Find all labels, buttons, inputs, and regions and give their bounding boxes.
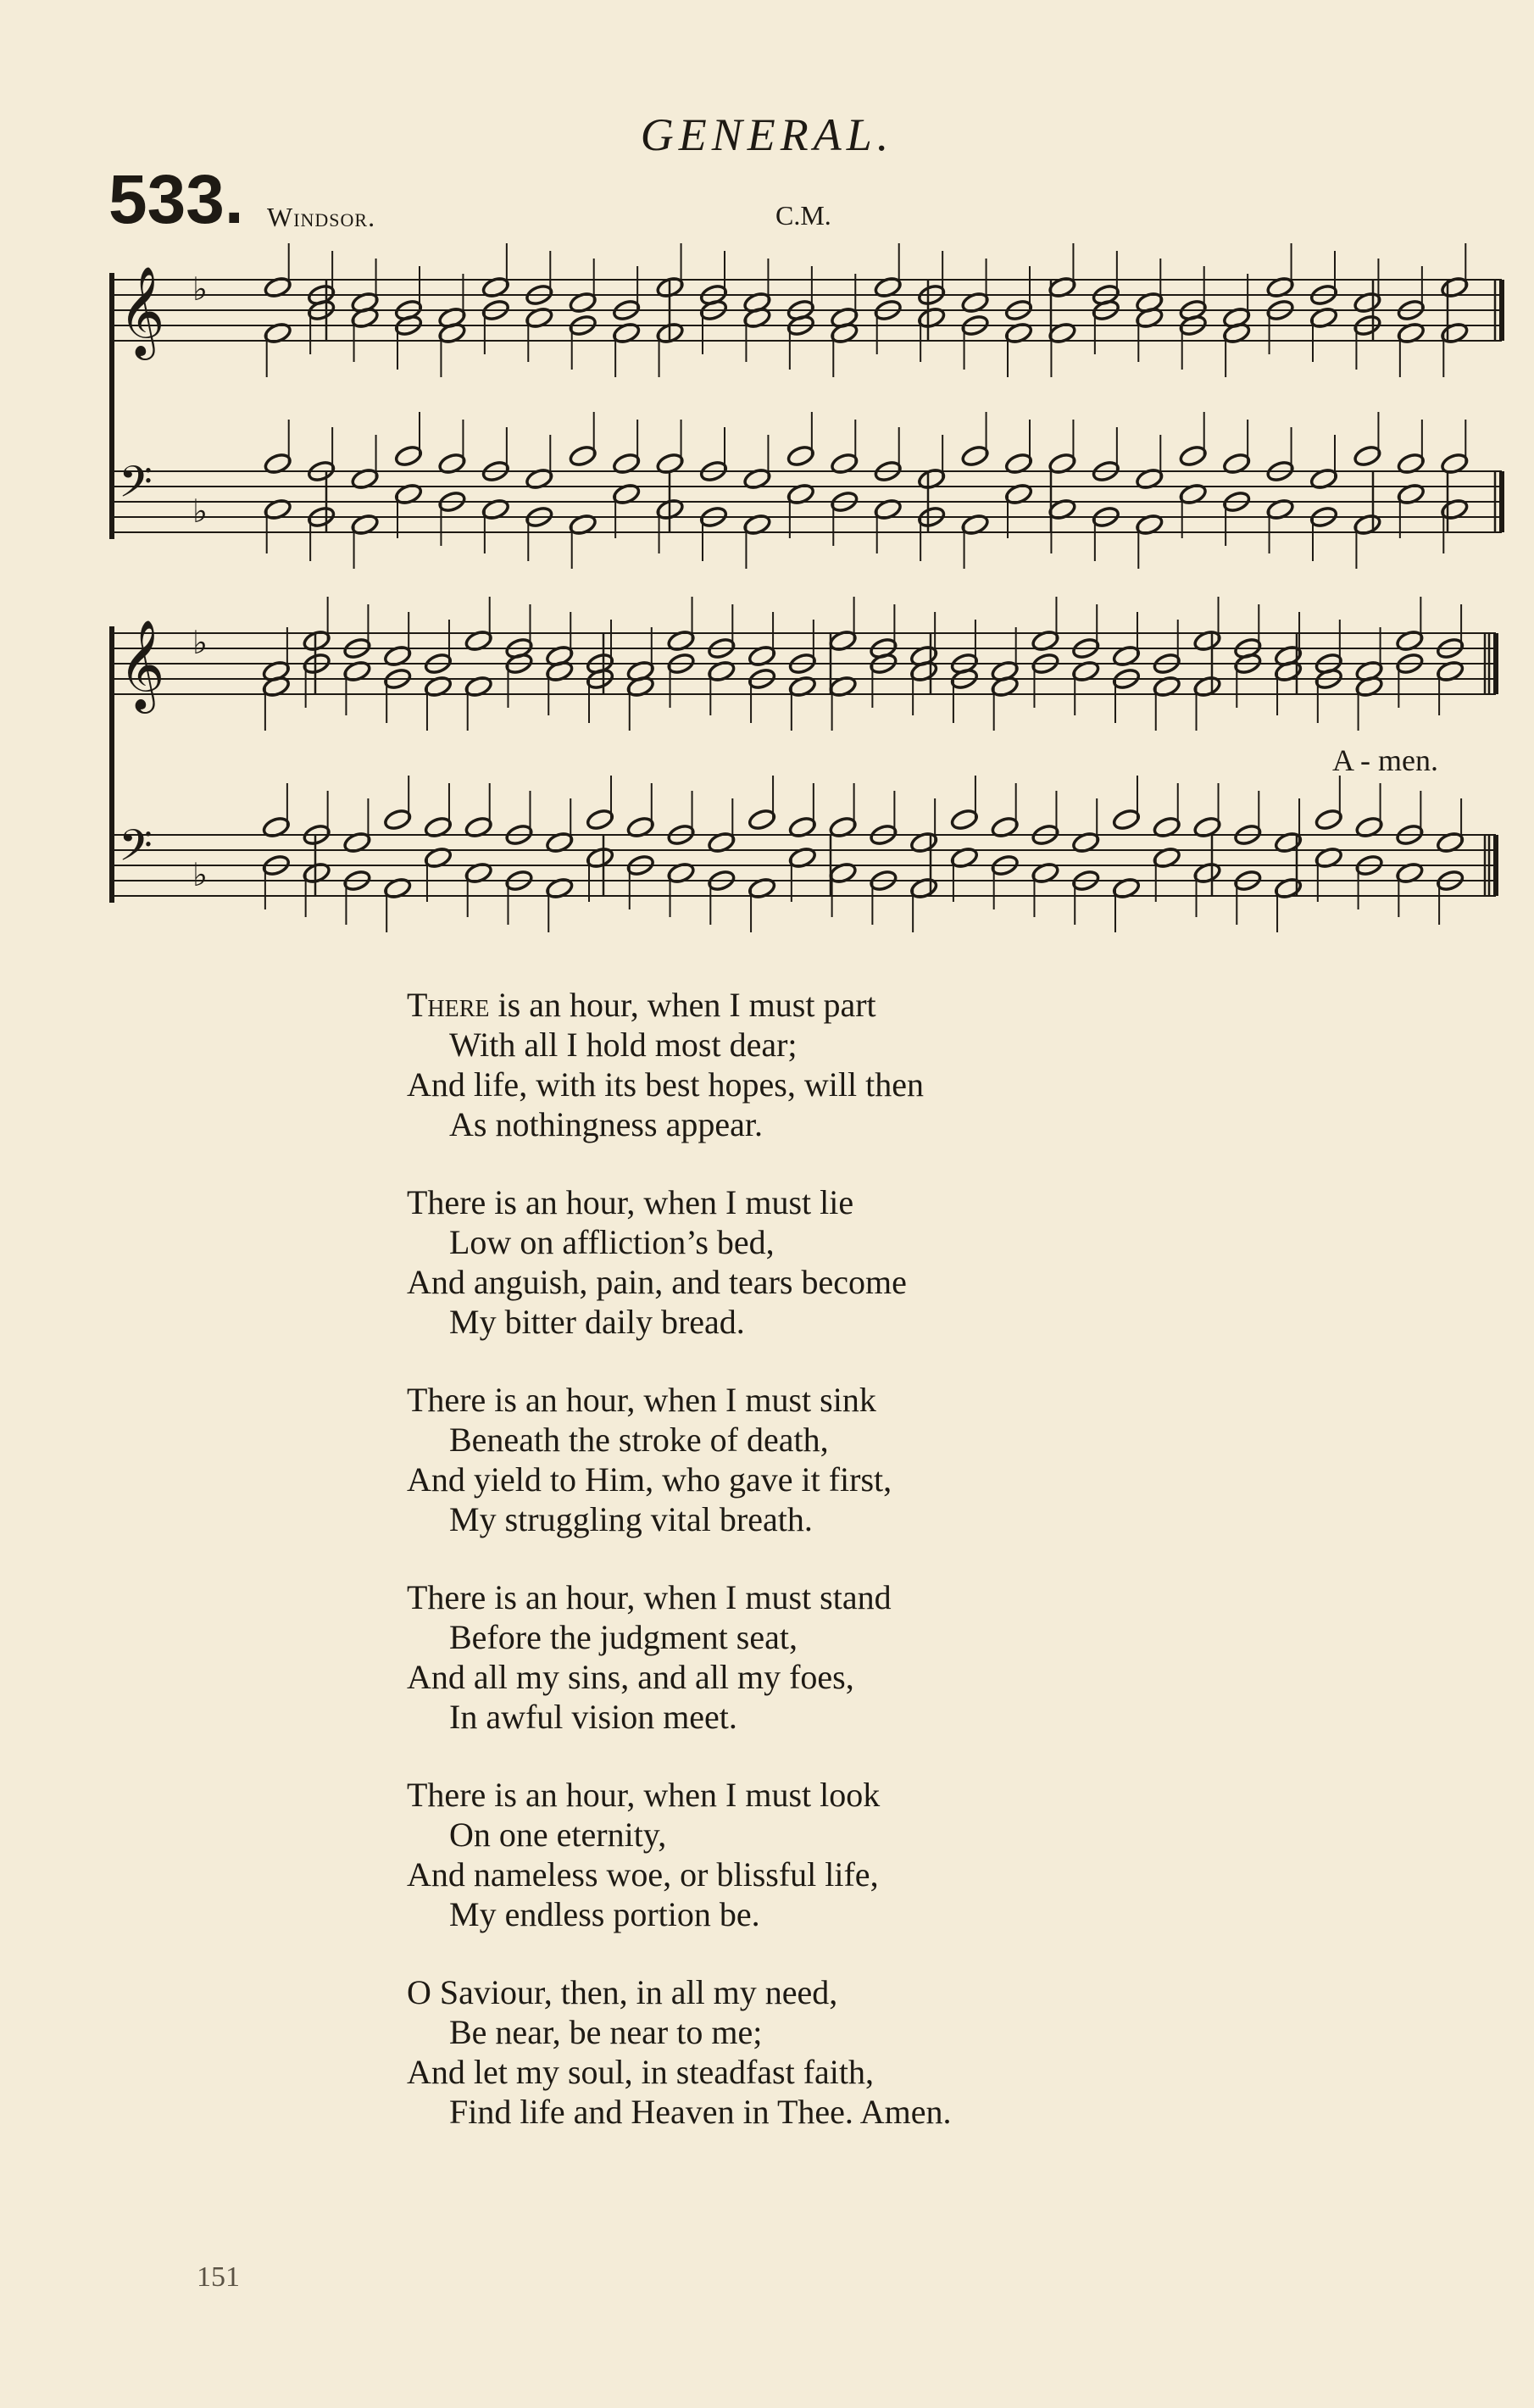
section-title: GENERAL. [640,109,894,160]
meter: C.M. [775,200,831,231]
music-score [0,0,1534,949]
verse-line: Find life and Heaven in Thee. Amen. [449,2093,952,2131]
stanza [407,1972,1254,2132]
verse-line: There is an hour, when I must lie [407,1183,854,1221]
verse-line: On one eternity, [449,1816,667,1854]
verse-line: And all my sins, and all my foes, [407,1658,854,1696]
verse-line: O Saviour, then, in all my need, [407,1973,838,2011]
verse-line: And yield to Him, who gave it first, [407,1460,892,1499]
stanza [407,1775,1254,1934]
flat-icon: ♭ [192,856,208,893]
verse-line: My bitter daily bread. [449,1303,745,1341]
treble-clef-icon: 𝄞 [119,265,165,356]
verse-line: And let my soul, in steadfast faith, [407,2053,875,2091]
treble-clef-icon: 𝄞 [119,619,165,709]
verse-line: There is an hour, when I must sink [407,1381,876,1419]
hymn-number: 533. [108,161,244,238]
bass-clef-icon: 𝄢 [119,820,153,881]
verse-line: There is an hour, when I must part [407,986,876,1024]
bass-clef-icon: 𝄢 [119,456,153,518]
verse-line: And nameless woe, or blissful life, [407,1855,879,1894]
verse-line: Before the judgment seat, [449,1618,798,1656]
verse-line: With all I hold most dear; [449,1026,798,1064]
verse-line: My endless portion be. [449,1895,760,1933]
verse-line: Low on affliction’s bed, [449,1223,775,1261]
verse-line: Beneath the stroke of death, [449,1421,829,1459]
amen-label: A - men. [1332,743,1438,777]
verse-line: And life, with its best hopes, will then [407,1065,924,1104]
stanza [407,1380,1254,1539]
verse-line: As nothingness appear. [449,1105,763,1143]
stanza [407,985,1254,1144]
verse-line: In awful vision meet. [449,1698,737,1736]
music-notation [112,243,1502,932]
verse-line-rest: is an hour, when I must part [489,986,876,1024]
verse-line: There is an hour, when I must stand [407,1578,892,1616]
page-number: 151 [197,2261,240,2293]
flat-icon: ♭ [192,492,208,530]
tune-name: Windsor. [267,202,376,232]
verse-line: Be near, be near to me; [449,2013,763,2051]
stanza [407,1577,1254,1737]
verse-line: There is an hour, when I must look [407,1776,881,1814]
stanza [407,1182,1254,1342]
verse-line: My struggling vital breath. [449,1500,813,1538]
flat-icon: ♭ [192,624,208,661]
verses [407,985,1254,2170]
flat-icon: ♭ [192,270,208,308]
verse-line: And anguish, pain, and tears become [407,1263,907,1301]
